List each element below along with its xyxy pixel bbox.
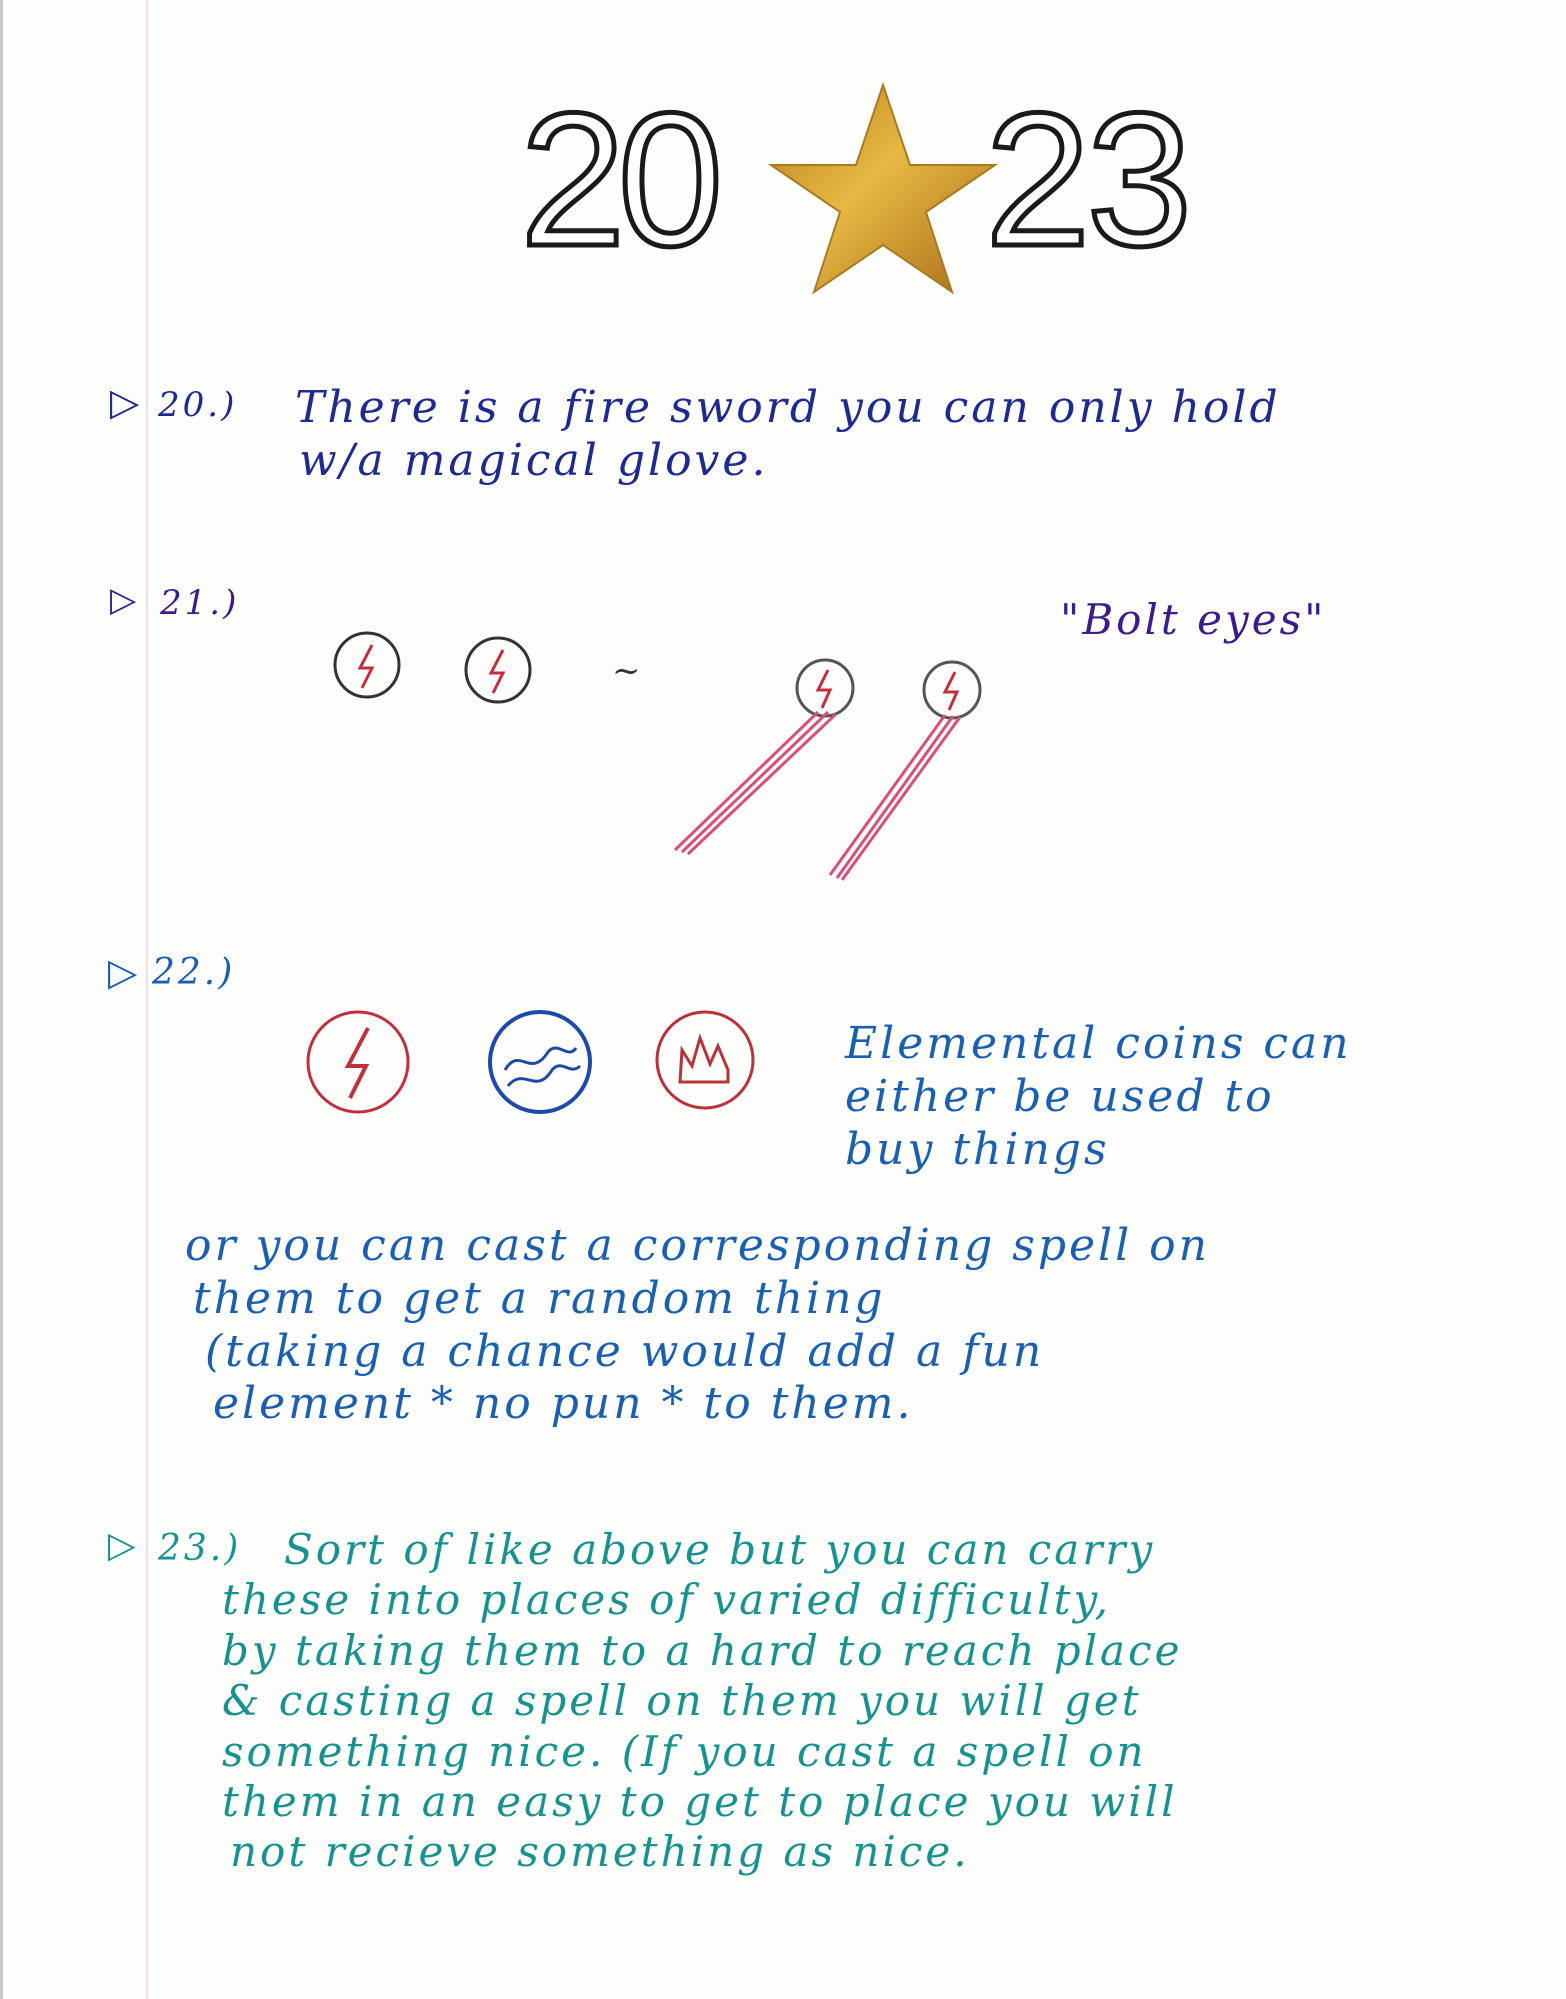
- item-number: 22.): [152, 952, 236, 993]
- triangle-marker-icon: ▷: [108, 950, 138, 994]
- title-right-digits: 23: [985, 80, 1189, 286]
- elemental-coins-drawing: [300, 1000, 760, 1130]
- item-number: 21.): [160, 583, 240, 623]
- item-text: [222, 1525, 1182, 1878]
- year-title-art: [520, 80, 1280, 300]
- item-text-line: these into places of varied difficulty,: [222, 1575, 1111, 1625]
- item-text-line: Sort of like above but you can carry: [284, 1525, 1156, 1574]
- title-left-digits: 20: [520, 80, 716, 286]
- item-text-line: by taking them to a hard to reach place: [222, 1625, 1183, 1675]
- item-text-line: There is a fire sword you can only hold: [295, 382, 1281, 433]
- item-text: [185, 1220, 1210, 1431]
- item-text-line: & casting a spell on them you will get: [222, 1676, 1142, 1726]
- item-text-line: them in an easy to get to place you will: [222, 1776, 1178, 1826]
- eye-bolt-beam-icon: [675, 660, 853, 854]
- item-text-line: not recieve something as nice.: [230, 1827, 970, 1877]
- margin-line: [146, 0, 148, 1999]
- year-title: [520, 80, 1280, 300]
- gold-star-icon: [771, 85, 995, 292]
- bolt-eyes-caption: "Bolt eyes": [1060, 595, 1327, 644]
- triangle-marker-icon: ▷: [108, 1525, 136, 1566]
- bolt-eyes-drawing: [320, 620, 1020, 890]
- item-number: 23.): [158, 1528, 242, 1569]
- triangle-marker-icon: ▷: [110, 580, 137, 620]
- item-text-line: or you can cast a corresponding spell on: [185, 1220, 1211, 1271]
- item-text-line: w/a magical glove.: [299, 434, 769, 486]
- item-text-line: something nice. (If you cast a spell on: [222, 1726, 1147, 1776]
- fire-coin-icon: [657, 1012, 753, 1108]
- water-coin-icon: [490, 1012, 590, 1112]
- item-text-line: (taking a chance would add a fun: [205, 1325, 1045, 1377]
- item-text-line: either be used to: [845, 1070, 1275, 1122]
- page-edge: [0, 0, 3, 1999]
- eye-bolt-icon: [335, 633, 399, 697]
- item-number: 20.): [158, 385, 238, 425]
- coins-side-text: [845, 1018, 1352, 1176]
- lightning-coin-icon: [308, 1012, 408, 1112]
- item-text-line: them to get a random thing: [193, 1272, 886, 1324]
- item-text-line: element * no pun * to them.: [213, 1378, 914, 1430]
- item-text-line: buy things: [845, 1123, 1110, 1175]
- item-text-line: Elemental coins can: [845, 1018, 1352, 1069]
- eye-bolt-icon: [466, 638, 530, 702]
- triangle-marker-icon: ▷: [110, 380, 140, 424]
- tilde-symbol: ~: [612, 651, 641, 691]
- item-text: [295, 382, 1281, 488]
